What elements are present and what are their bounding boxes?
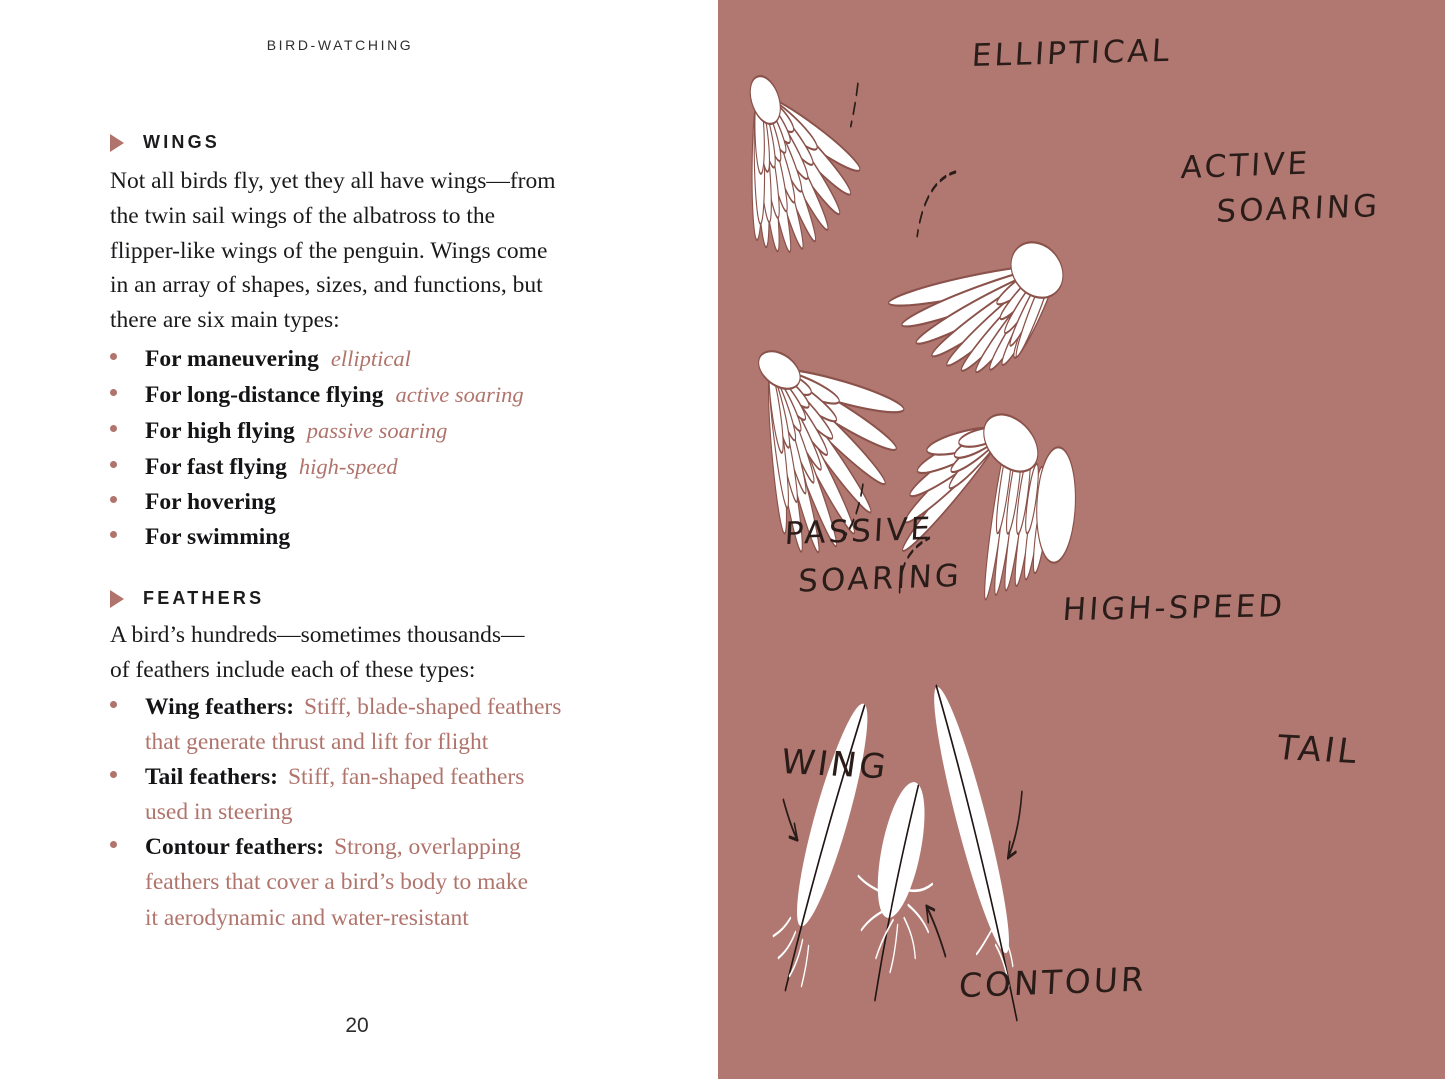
- bullet-dot-icon: [110, 841, 117, 848]
- wing-label: WING: [778, 742, 892, 788]
- elliptical-label: ELLIPTICAL: [970, 32, 1174, 75]
- running-head: BIRD-WATCHING: [266, 37, 414, 53]
- wing-types-list: [110, 341, 630, 555]
- intro-line: there are six main types:: [110, 307, 340, 334]
- bullet-dot-icon: [110, 771, 117, 778]
- list-item: For maneuvering elliptical: [110, 341, 630, 377]
- bullet-dot-icon: [110, 353, 117, 360]
- active-soaring-label: ACTIVE SOARING: [1179, 145, 1381, 230]
- list-item: For high flying passive soaring: [110, 413, 630, 449]
- page-number: 20: [345, 1014, 369, 1037]
- illustration-page: [718, 0, 1445, 1079]
- wings-section-heading: [110, 132, 220, 153]
- list-item: For swimming: [110, 520, 630, 555]
- passive-soaring-label: PASSIVE SOARING: [783, 510, 963, 600]
- list-item: Wing feathers: Stiff, blade-shaped feathers that generate thrust and lift for flight: [110, 690, 630, 760]
- list-item: For fast flying high-speed: [110, 449, 630, 485]
- bullet-dot-icon: [110, 701, 117, 708]
- left-page: [0, 0, 718, 1079]
- triangle-bullet-icon: [110, 590, 124, 608]
- intro-line: of feathers include each of these types:: [110, 656, 476, 683]
- intro-line: the twin sail wings of the albatross to the: [110, 202, 496, 229]
- list-item: For hovering: [110, 485, 630, 520]
- tail-label: TAIL: [1274, 728, 1363, 773]
- bullet-dot-icon: [110, 389, 117, 396]
- active-soaring-wing-drawing: [888, 236, 1065, 380]
- feathers-heading-label: FEATHERS: [143, 588, 265, 608]
- bullet-dot-icon: [110, 461, 117, 468]
- triangle-bullet-icon: [110, 134, 124, 152]
- feather-types-list: [110, 690, 630, 936]
- intro-line: in an array of shapes, sizes, and functions, but: [110, 272, 543, 299]
- intro-line: A bird’s hundreds—sometimes thousands—: [110, 622, 525, 648]
- bullet-dot-icon: [110, 496, 117, 503]
- elliptical-wing-drawing: [746, 66, 862, 255]
- feather-drawings: [787, 675, 1019, 965]
- list-item: For long-distance flying active soaring: [110, 377, 630, 413]
- feathers-section-heading: [110, 588, 264, 609]
- list-item: Contour feathers: Strong, overlapping feathers that cover a bird’s body to make it aerodynamic and water-resistant: [110, 830, 630, 935]
- wings-intro: [110, 164, 630, 338]
- intro-line: Not all birds fly, yet they all have wings—from: [110, 168, 556, 194]
- feathers-intro: [110, 618, 630, 688]
- bullet-dot-icon: [110, 425, 117, 432]
- high-speed-label: HIGH-SPEED: [1061, 588, 1287, 629]
- bullet-dot-icon: [110, 531, 117, 538]
- wings-heading-label: WINGS: [143, 132, 220, 152]
- contour-label: CONTOUR: [957, 959, 1148, 1006]
- intro-line: flipper-like wings of the penguin. Wings come: [110, 237, 548, 264]
- list-item: Tail feathers: Stiff, fan-shaped feathers used in steering: [110, 760, 630, 830]
